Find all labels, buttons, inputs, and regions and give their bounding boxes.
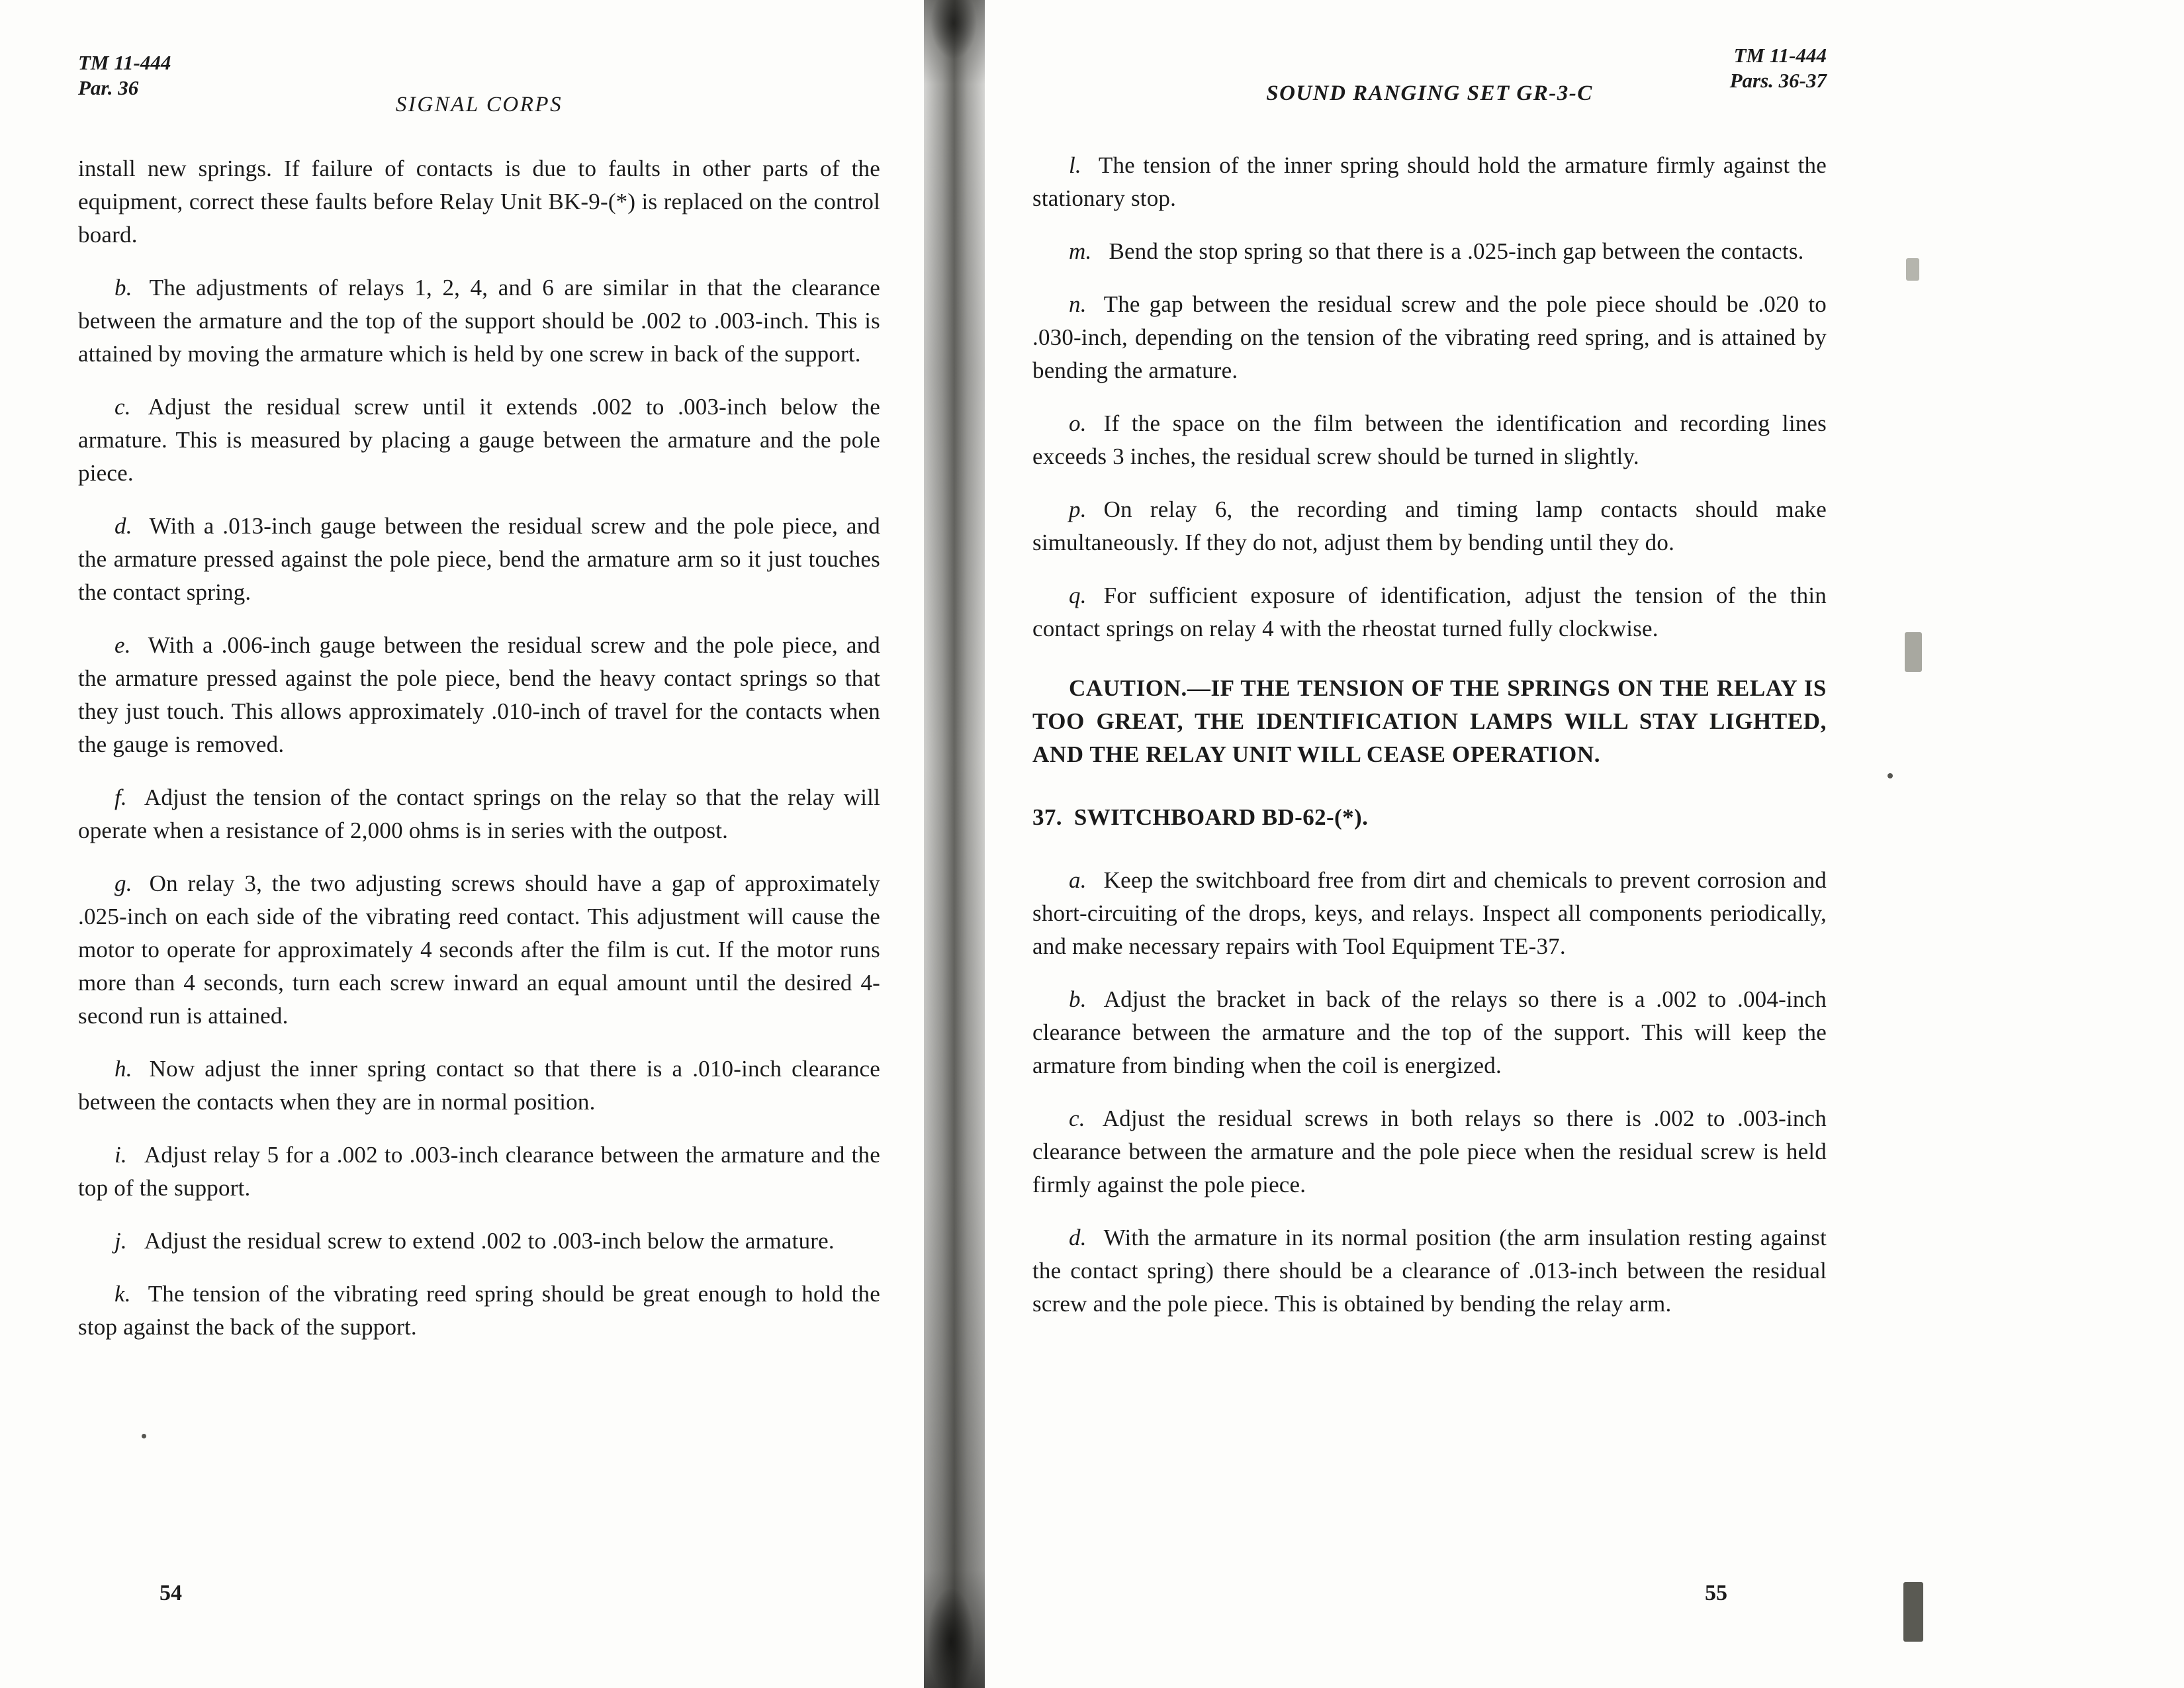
- paragraph: [1032, 407, 1827, 473]
- paragraph-text: If the space on the film between the identification and recording lines exceeds 3 inches, the residual screw should be turned in slightly.: [1032, 410, 1827, 469]
- paragraph-text: install new springs. If failure of contacts is due to faults in other parts of the equipment, correct these faults before Relay Unit BK-9-(*) is replaced on the control board.: [78, 156, 880, 248]
- paragraph-text: With a .006-inch gauge between the residual screw and the pole piece, and the armature pressed against the pole piece, bend the heavy contact springs so that they just touch. This allows approximately .010-inch of travel for the contacts when the gauge is removed.: [78, 632, 880, 757]
- paragraph-label: c.: [114, 394, 131, 420]
- paragraph-label: b.: [114, 275, 132, 301]
- paragraph-label: d.: [1069, 1225, 1087, 1250]
- right-page-header: [1032, 36, 1827, 149]
- scan-edge-mark: [1905, 632, 1922, 672]
- paragraph-label: a.: [1069, 867, 1087, 893]
- left-page: [78, 40, 880, 1364]
- paragraph-text: The gap between the residual screw and the pole piece should be .020 to .030-inch, depending on the tension of the vibrating reed spring, and is attained by bending the armature.: [1032, 291, 1827, 383]
- caution-text: CAUTION.—IF THE TENSION OF THE SPRINGS ON THE RELAY IS TOO GREAT, THE IDENTIFICATION LAMPS WILL STAY LIGHTED, AND THE RELAY UNIT WILL CEASE OPERATION.: [1032, 675, 1827, 767]
- paragraph-text: For sufficient exposure of identification, adjust the tension of the thin contact springs on relay 4 with the rheostat turned fully clockwise.: [1032, 583, 1827, 641]
- paragraph: [78, 629, 880, 761]
- paragraph-text: On relay 6, the recording and timing lamp contacts should make simultaneously. If they do not, adjust them by bending until they do.: [1032, 496, 1827, 555]
- left-running-title: SIGNAL CORPS: [395, 93, 563, 117]
- right-running-title: SOUND RANGING SET GR-3-C: [1266, 81, 1593, 105]
- paragraph-label: g.: [114, 870, 132, 896]
- paragraph-text: Adjust the bracket in back of the relays so there is a .002 to .004-inch clearance between the armature and the top of the support. This will keep the armature from binding when the coil is energized.: [1032, 986, 1827, 1078]
- paragraph: [78, 1278, 880, 1344]
- paragraph-label: e.: [114, 632, 131, 658]
- paragraph: [1032, 149, 1827, 215]
- scan-edge-mark: [1903, 1582, 1923, 1642]
- left-paragraph-reference: Par. 36: [78, 76, 139, 99]
- paragraph: [1032, 579, 1827, 645]
- paragraph-text: With the armature in its normal position (the arm insulation resting against the contact spring) there should be a clearance of .013-inch between the residual screw and the pole piece. This is obtained by bending the relay arm.: [1032, 1225, 1827, 1317]
- paragraph-label: p.: [1069, 496, 1087, 522]
- paragraph-text: The adjustments of relays 1, 2, 4, and 6 are similar in that the clearance between the armature and the top of the support should be .002 to .003-inch. This is attained by moving the armature which is held by one screw in back of the support.: [78, 275, 880, 367]
- paragraph-text: Adjust the residual screw until it extends .002 to .003-inch below the armature. This is measured by placing a gauge between the armature and the pole piece.: [78, 394, 880, 486]
- paragraph-text: Bend the stop spring so that there is a .025-inch gap between the contacts.: [1109, 238, 1804, 264]
- paragraph-label: l.: [1069, 152, 1081, 178]
- paragraph: [78, 510, 880, 609]
- paragraph-label: m.: [1069, 238, 1092, 264]
- page-number-left: 54: [159, 1581, 182, 1605]
- binding-gutter-shadow-top: [931, 0, 977, 60]
- paragraph-label: j.: [114, 1228, 127, 1254]
- paragraph: [78, 867, 880, 1033]
- paragraph-label: k.: [114, 1281, 131, 1307]
- paragraph: [1032, 983, 1827, 1082]
- left-page-body: [78, 152, 880, 1344]
- paragraph: [78, 391, 880, 490]
- paragraph: [1032, 235, 1827, 268]
- left-tm-number: TM 11-444: [78, 51, 171, 74]
- paragraph: [1032, 1221, 1827, 1321]
- right-paragraph-reference: Pars. 36-37: [1729, 69, 1827, 92]
- paragraph-text: Keep the switchboard free from dirt and chemicals to prevent corrosion and short-circuiting of the drops, keys, and relays. Inspect all components periodically, and make necessary repairs with Tool Equipment TE-37.: [1032, 867, 1827, 959]
- paragraph: [1032, 493, 1827, 559]
- paragraph: [78, 781, 880, 847]
- paragraph-text: Adjust the residual screw to extend .002 to .003-inch below the armature.: [144, 1228, 835, 1254]
- paragraph-text: Adjust the residual screws in both relays so there is .002 to .003-inch clearance between the armature and the pole piece when the residual screw is held firmly against the pole piece.: [1032, 1105, 1827, 1197]
- binding-gutter-shadow-bottom: [928, 1589, 974, 1688]
- paragraph-text: Adjust relay 5 for a .002 to .003-inch clearance between the armature and the top of the support.: [78, 1142, 880, 1201]
- paragraph: [78, 1225, 880, 1258]
- scan-edge-mark: [1906, 258, 1919, 281]
- right-page: [1032, 36, 1827, 1340]
- section-heading: 37. SWITCHBOARD BD-62-(*).: [1032, 804, 1369, 830]
- paragraph-label: b.: [1069, 986, 1087, 1012]
- scan-speck: [142, 1434, 146, 1438]
- paragraph: [78, 271, 880, 371]
- paragraph-text: With a .013-inch gauge between the residual screw and the pole piece, and the armature pressed against the pole piece, bend the armature arm so it just touches the contact spring.: [78, 513, 880, 605]
- paragraph-label: c.: [1069, 1105, 1085, 1131]
- scan-edge-artifact: [1901, 0, 1926, 1688]
- page-number-right: 55: [1705, 1581, 1727, 1605]
- paragraph-label: f.: [114, 784, 127, 810]
- paragraph: [78, 1139, 880, 1205]
- left-page-header: [78, 40, 880, 152]
- binding-gutter: [924, 0, 985, 1688]
- paragraph-text: Adjust the tension of the contact springs on the relay so that the relay will operate when a resistance of 2,000 ohms is in series with the outpost.: [78, 784, 880, 843]
- paragraph-text: The tension of the vibrating reed spring should be great enough to hold the stop against the back of the support.: [78, 1281, 880, 1340]
- right-tm-number: TM 11-444: [1733, 44, 1827, 67]
- paragraph-label: q.: [1069, 583, 1087, 608]
- right-page-body: [1032, 149, 1827, 1321]
- paragraph-label: n.: [1069, 291, 1087, 317]
- paragraph-label: h.: [114, 1056, 132, 1082]
- paragraph: [78, 1053, 880, 1119]
- paragraph-label: i.: [114, 1142, 127, 1168]
- paragraph: [1032, 288, 1827, 387]
- paragraph-label: d.: [114, 513, 132, 539]
- paragraph-label: o.: [1069, 410, 1087, 436]
- scan-speck: [1888, 773, 1893, 778]
- paragraph: [1032, 1102, 1827, 1201]
- paragraph: [1032, 864, 1827, 963]
- paragraph-text: On relay 3, the two adjusting screws should have a gap of approximately .025-inch on each side of the vibrating reed contact. This adjustment will cause the motor to operate for approximately 4 seconds after the film is cut. If the motor runs more than 4 seconds, turn each screw inward an equal amount until the desired 4-second run is attained.: [78, 870, 880, 1029]
- paragraph: [78, 152, 880, 252]
- paragraph-text: Now adjust the inner spring contact so that there is a .010-inch clearance between the contacts when they are in normal position.: [78, 1056, 880, 1115]
- paragraph-text: The tension of the inner spring should hold the armature firmly against the stationary stop.: [1032, 152, 1827, 211]
